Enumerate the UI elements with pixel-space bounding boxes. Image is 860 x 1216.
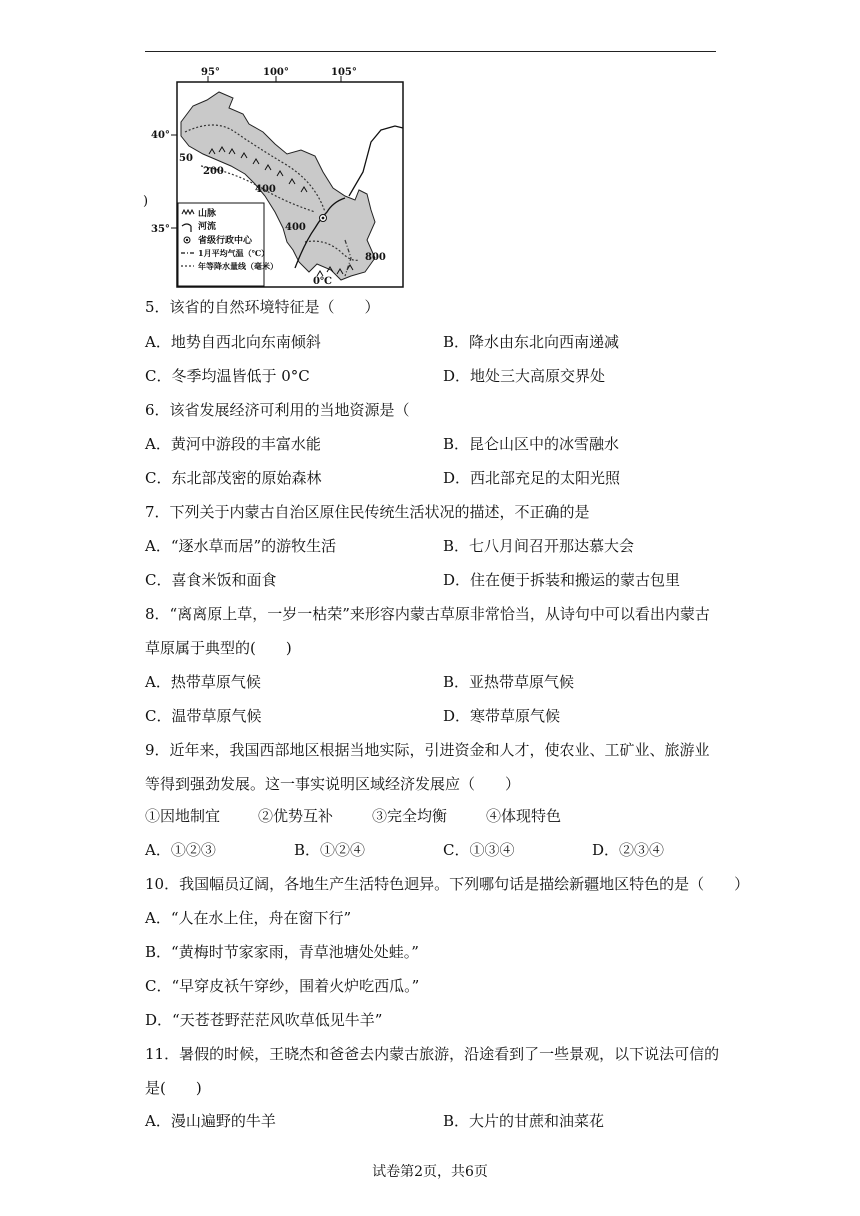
isoline-label-400b: 400 [285, 222, 306, 233]
q11-stem-line1: 11．暑假的时候，王晓杰和爸爸去内蒙古旅游，沿途看到了一些景观，以下说法可信的 [145, 1045, 720, 1063]
q9-item-3: ③完全均衡 [372, 807, 448, 825]
q10-stem: 10．我国幅员辽阔，各地生产生活特色迥异。下列哪句话是描绘新疆地区特色的是（ ） [145, 875, 750, 893]
isoline-label-200: 200 [203, 166, 224, 177]
isoline-label-800: 800 [365, 252, 386, 263]
legend-mountain: 山脉 [198, 209, 217, 219]
q9-option-a: A．①②③ [145, 841, 216, 859]
legend-precipitation: 年等降水量线（毫米） [198, 261, 278, 271]
lon-label-100: 100° [263, 67, 289, 78]
q7-stem: 7．下列关于内蒙古自治区原住民传统生活状况的描述，不正确的是 [145, 503, 590, 521]
q8-option-b: B．亚热带草原气候 [443, 673, 575, 691]
q7-option-c: C．喜食米饭和面食 [145, 571, 277, 589]
lon-label-95: 95° [201, 67, 220, 78]
q11-option-a: A．漫山遍野的牛羊 [145, 1112, 276, 1130]
isoline-label-50: 50 [179, 153, 193, 164]
q5-option-a: A．地势自西北向东南倾斜 [145, 333, 321, 351]
q6-option-d: D．西北部充足的太阳光照 [443, 469, 621, 487]
q6-option-a: A．黄河中游段的丰富水能 [145, 435, 321, 453]
q10-option-b: B．“黄梅时节家家雨，青草池塘处处蛙。” [145, 943, 419, 961]
legend-river: 河流 [198, 222, 217, 232]
q9-item-1: ①因地制宜 [145, 807, 221, 825]
q5-option-d: D．地处三大高原交界处 [443, 367, 606, 385]
q8-option-c: C．温带草原气候 [145, 707, 262, 725]
q9-stem-line2: 等得到强劲发展。这一事实说明区域经济发展应（ ） [145, 775, 521, 793]
province-map [145, 62, 407, 292]
q7-option-a: A．“逐水草而居”的游牧生活 [145, 537, 337, 555]
legend-capital: 省级行政中心 [198, 236, 253, 246]
q6-stem: 6．该省发展经济可利用的当地资源是（ [145, 401, 410, 419]
q9-item-2: ②优势互补 [258, 807, 334, 825]
map-paren: ) [143, 194, 149, 209]
q9-stem-line1: 9．近年来，我国西部地区根据当地实际，引进资金和人才，使农业、工矿业、旅游业 [145, 741, 710, 759]
q8-stem-line2: 草原属于典型的( ) [145, 639, 292, 657]
q5-option-c: C．冬季均温皆低于 0°C [145, 367, 310, 385]
q10-option-a: A．“人在水上住，舟在窗下行” [145, 909, 352, 927]
q9-item-4: ④体现特色 [486, 807, 562, 825]
q8-option-d: D．寒带草原气候 [443, 707, 561, 725]
q8-option-a: A．热带草原气候 [145, 673, 261, 691]
q9-option-c: C．①③④ [443, 841, 515, 859]
q10-option-d: D．“天苍苍野茫茫风吹草低见牛羊” [145, 1011, 383, 1029]
q10-option-c: C．“早穿皮袄午穿纱，围着火炉吃西瓜。” [145, 977, 420, 995]
q11-option-b: B．大片的甘蔗和油菜花 [443, 1112, 605, 1130]
header-rule [145, 51, 716, 52]
page-footer: 试卷第2页，共6页 [372, 1164, 488, 1180]
q7-option-d: D．住在便于拆装和搬运的蒙古包里 [443, 571, 681, 589]
lon-label-105: 105° [331, 67, 357, 78]
isoline-label-400a: 400 [255, 184, 276, 195]
isoline-label-0c: 0℃ [313, 276, 332, 287]
lat-label-40: 40° [151, 130, 170, 141]
q5-option-b: B．降水由东北向西南递减 [443, 333, 620, 351]
legend-temperature: 1月平均气温（℃） [198, 248, 270, 258]
map-legend [178, 203, 278, 286]
q11-stem-line2: 是( ) [145, 1079, 202, 1097]
lat-label-35: 35° [151, 224, 170, 235]
q7-option-b: B．七八月间召开那达慕大会 [443, 537, 635, 555]
q9-option-b: B．①②④ [294, 841, 366, 859]
q6-option-c: C．东北部茂密的原始森林 [145, 469, 322, 487]
q6-option-b: B．昆仑山区中的冰雪融水 [443, 435, 620, 453]
q8-stem-line1: 8．“离离原上草，一岁一枯荣”来形容内蒙古草原非常恰当，从诗句中可以看出内蒙古 [145, 605, 710, 623]
q9-option-d: D．②③④ [592, 841, 665, 859]
q5-stem: 5．该省的自然环境特征是（ ） [145, 298, 380, 316]
